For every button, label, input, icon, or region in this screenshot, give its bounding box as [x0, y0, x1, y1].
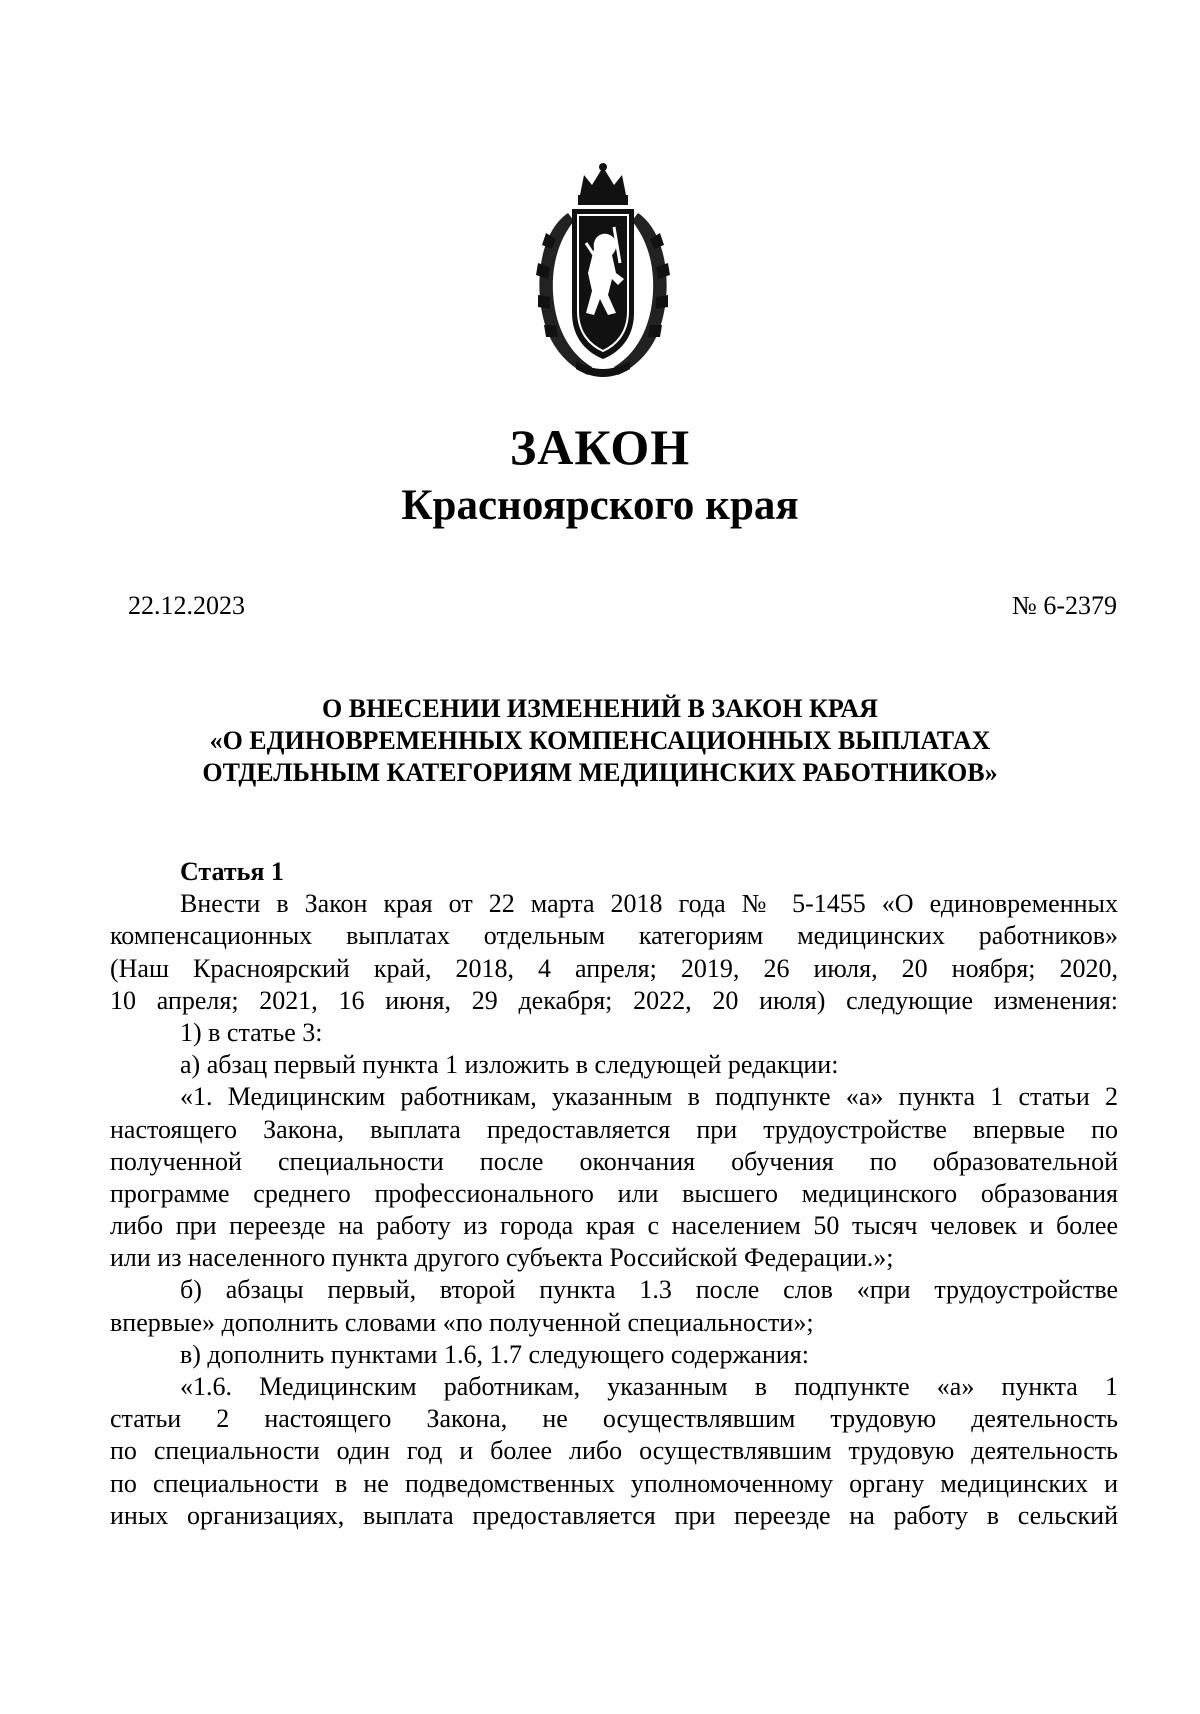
- body-line: компенсационных выплатах отдельным категориям медицинских работников»: [110, 921, 1118, 951]
- law-heading-line: ОТДЕЛЬНЫМ КАТЕГОРИЯМ МЕДИЦИНСКИХ РАБОТНИКОВ»: [202, 758, 998, 787]
- document-body: [110, 856, 1118, 1532]
- region-title: Красноярского края: [401, 482, 799, 529]
- body-line: (Наш Красноярский край, 2018, 4 апреля; 2019, 26 июля, 20 ноября; 2020,: [110, 953, 1118, 983]
- body-line: программе среднего профессионального или высшего медицинского образования: [110, 1178, 1118, 1208]
- body-line: «1. Медицинским работникам, указанным в подпункте «а» пункта 1 статьи 2: [180, 1082, 1118, 1112]
- body-line: б) абзацы первый, второй пункта 1.3 после слов «при трудоустройстве: [180, 1275, 1118, 1305]
- body-line: по специальности в не подведомственных уполномоченному органу медицинских и: [110, 1468, 1118, 1498]
- law-heading-line: «О ЕДИНОВРЕМЕННЫХ КОМПЕНСАЦИОННЫХ ВЫПЛАТАХ: [209, 726, 991, 755]
- body-line: иных организациях, выплата предоставляется при переезде на работу в сельский: [110, 1500, 1118, 1530]
- body-line: настоящего Закона, выплата предоставляется при трудоустройстве впервые по: [110, 1114, 1118, 1144]
- body-line: 10 апреля; 2021, 16 июня, 29 декабря; 2022, 20 июля) следующие изменения:: [110, 985, 1118, 1015]
- law-heading: [0, 693, 1200, 789]
- body-line: по специальности один год и более либо осуществлявшим трудовую деятельность: [110, 1436, 1118, 1466]
- body-line: Внести в Закон края от 22 марта 2018 года № 5-1455 «О единовременных: [180, 889, 1118, 919]
- document-date: 22.12.2023: [128, 591, 245, 620]
- body-line: 1) в статье 3:: [180, 1017, 323, 1047]
- body-line: полученной специальности после окончания обучения по образовательной: [110, 1146, 1118, 1176]
- coat-of-arms-emblem: [528, 163, 678, 385]
- document-type-title: ЗАКОН: [509, 419, 691, 475]
- body-line: статьи 2 настоящего Закона, не осуществлявшим трудовую деятельность: [110, 1404, 1118, 1434]
- body-line: а) абзац первый пункта 1 изложить в следующей редакции:: [180, 1050, 839, 1080]
- law-heading-line: О ВНЕСЕНИИ ИЗМЕНЕНИЙ В ЗАКОН КРАЯ: [322, 694, 878, 723]
- body-line: в) дополнить пунктами 1.6, 1.7 следующего содержания:: [180, 1339, 809, 1369]
- body-line: либо при переезде на работу из города края с населением 50 тысяч человек и более: [110, 1211, 1118, 1241]
- article-title: Статья 1: [180, 857, 284, 886]
- document-number: № 6-2379: [1012, 591, 1117, 620]
- body-line: или из населенного пункта другого субъекта Российской Федерации.»;: [110, 1243, 894, 1273]
- body-line: впервые» дополнить словами «по полученной специальности»;: [110, 1307, 814, 1337]
- body-line: «1.6. Медицинским работникам, указанным в подпункте «а» пункта 1: [180, 1372, 1118, 1401]
